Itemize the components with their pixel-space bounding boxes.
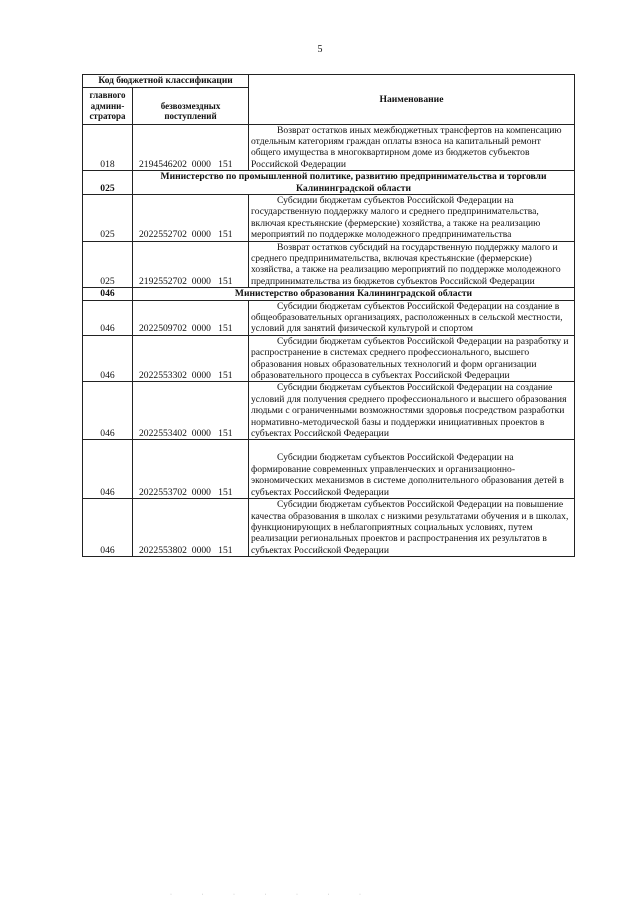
table-body <box>83 124 575 557</box>
revenue-code: 2192552702 0000 151 <box>133 241 249 288</box>
page-number: 5 <box>317 44 323 55</box>
revenue-code: 2022509702 0000 151 <box>133 300 249 335</box>
admin-code: 046 <box>83 288 133 300</box>
table-row <box>83 241 575 288</box>
table-row <box>83 194 575 241</box>
admin-code: 046 <box>83 382 133 440</box>
revenue-code: 2022553302 0000 151 <box>133 335 249 382</box>
admin-code: 046 <box>83 335 133 382</box>
table-row <box>83 300 575 335</box>
table-row <box>83 440 575 499</box>
header-code-group: Код бюджетной классификации <box>83 75 249 88</box>
admin-code: 018 <box>83 124 133 171</box>
admin-code: 046 <box>83 440 133 499</box>
row-name: Субсидии бюджетам субъектов Российской Федерации на разработку и распространение в системах среднего профессионального, высшего образования новых образовательных технологий и форм организации образовательного процесса в субъектах Российской Федерации <box>249 335 575 382</box>
ministry-name: Министерство образования Калининградской области <box>133 288 575 300</box>
admin-code: 025 <box>83 171 133 195</box>
row-name: Субсидии бюджетам субъектов Российской Федерации на создание в общеобразовательных организациях, расположенных в сельской местности, условий для занятий физической культурой и спортом <box>249 300 575 335</box>
ministry-row <box>83 171 575 195</box>
budget-classification-table <box>82 74 575 557</box>
admin-code: 025 <box>83 241 133 288</box>
row-name: Субсидии бюджетам субъектов Российской Федерации на повышение качества образования в школах с низкими результатами обучения и в школах, функционирующих в неблагоприятных социальных условиях, путем реализации региональных проектов и распространения их результатов в субъектах Российской Федерации <box>249 499 575 557</box>
header-admin: главного админи-стратора <box>83 88 133 125</box>
row-name: Возврат остатков субсидий на государственную поддержку малого и среднего предпринимательства, включая крестьянские (фермерские) хозяйства, а также на реализацию мероприятий по поддержке молодежного предпринимательства из бюджетов субъектов Российской Федерации <box>249 241 575 288</box>
revenue-code: 2022552702 0000 151 <box>133 194 249 241</box>
header-revenue: безвозмездных поступлений <box>133 88 249 125</box>
row-name: Субсидии бюджетам субъектов Российской Федерации на создание условий для получения среднего профессионального и высшего образования людьми с ограниченными возможностями здоровья посредством разработки нормативно-методической базы и поддержки инициативных проектов в субъектах Российской Федерации <box>249 382 575 440</box>
admin-code: 046 <box>83 499 133 557</box>
header-name: Наименование <box>249 75 575 125</box>
table-row <box>83 335 575 382</box>
row-name: Возврат остатков иных межбюджетных трансфертов на компенсацию отдельным категориям граждан оплаты взноса на капитальный ремонт общего имущества в многоквартирном доме из бюджетов субъектов Российской Федерации <box>249 124 575 171</box>
revenue-code: 2194546202 0000 151 <box>133 124 249 171</box>
revenue-code: 2022553702 0000 151 <box>133 440 249 499</box>
row-name: Субсидии бюджетам субъектов Российской Федерации на формирование современных управленческих и организационно-экономических механизмов в системе дополнительного образования детей в субъектах Российской Федерации <box>249 440 575 499</box>
scan-artifact: · · · · · · · <box>170 892 375 898</box>
table-row <box>83 382 575 440</box>
table-row <box>83 499 575 557</box>
ministry-name: Министерство по промышленной политике, развитию предпринимательства и торговли Калининградской области <box>133 171 575 195</box>
table-row <box>83 124 575 171</box>
admin-code: 046 <box>83 300 133 335</box>
row-name: Субсидии бюджетам субъектов Российской Федерации на государственную поддержку малого и среднего предпринимательства, включая крестьянские (фермерские) хозяйства, а также на реализацию мероприятий по поддержке молодежного предпринимательства <box>249 194 575 241</box>
revenue-code: 2022553802 0000 151 <box>133 499 249 557</box>
revenue-code: 2022553402 0000 151 <box>133 382 249 440</box>
ministry-row <box>83 288 575 300</box>
admin-code: 025 <box>83 194 133 241</box>
